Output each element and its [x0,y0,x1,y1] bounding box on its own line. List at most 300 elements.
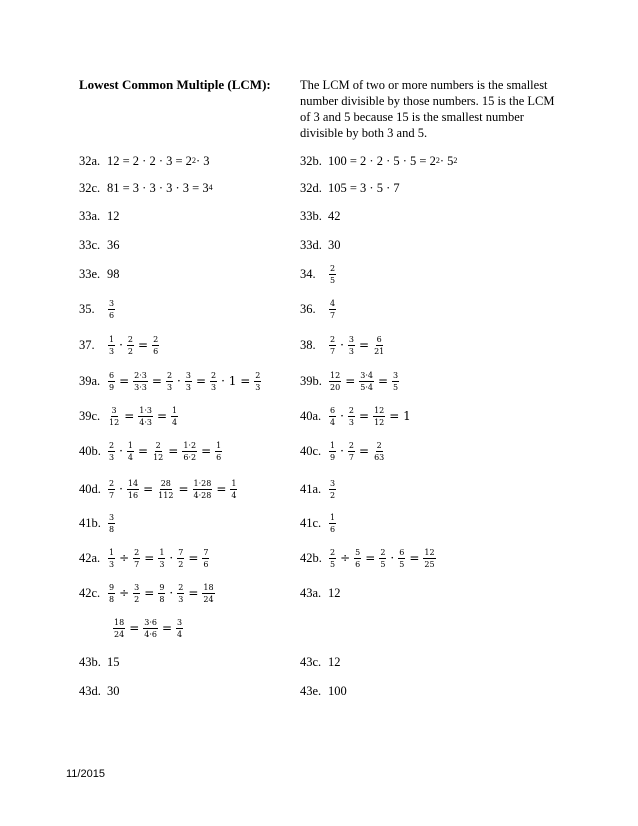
problem-number: 41b. [79,515,101,530]
numerator: 14 [127,478,139,488]
operator: = [143,482,154,496]
fraction [108,513,115,534]
problem-number: 40c. [300,443,322,458]
denominator: 6 [330,524,336,534]
denominator: 7 [348,452,355,462]
denominator: 4·28 [193,490,212,500]
denominator: 9 [109,382,115,392]
expression-text: 30 [328,237,341,252]
operator: = [188,586,199,600]
fraction [108,299,115,320]
fraction [138,406,153,427]
fraction [329,441,336,462]
expression-text: 15 [107,654,120,669]
denominator: 5·4 [360,382,373,392]
fraction [108,406,120,427]
numerator: 6 [399,547,405,557]
answer-row [0,299,638,319]
denominator: 112 [158,490,174,500]
expression-text: 12 = 2 · 2 · 3 = 2 [107,153,192,168]
expression-text: · 3 [195,153,210,168]
operator: = [178,482,189,496]
fraction [359,371,374,392]
answer-43b [79,652,120,672]
numerator: 1 [159,547,165,557]
denominator: 21 [374,346,385,356]
denominator: 25 [424,559,435,569]
fraction [329,299,336,320]
denominator: 6 [355,559,361,569]
problem-number: 32b. [300,153,322,168]
answer-row [0,264,638,284]
fraction [133,371,148,392]
numerator: 6 [109,370,115,380]
numerator: 1 [109,547,115,557]
denominator: 4 [127,452,134,462]
operator: = [216,482,227,496]
operator: = [138,338,149,352]
answer-37 [79,335,160,355]
fraction [193,479,213,500]
operator: = [377,374,389,388]
denominator: 2 [330,490,336,500]
fraction [176,618,183,639]
answer-41b [79,513,116,533]
denominator: 4·6 [144,629,157,639]
answer-row [0,335,638,355]
fraction [108,583,115,604]
numerator: 7 [203,547,209,557]
answer-43c [300,652,341,672]
numerator: 12 [330,370,341,380]
answer-42b [300,548,437,568]
fraction [127,441,134,462]
operator: = [138,444,149,458]
fraction [348,406,355,427]
operator: ÷ [119,551,130,565]
answer-39a [79,371,262,391]
numerator: 3 [111,405,117,415]
problem-number: 40d. [79,481,101,496]
fraction [210,371,217,392]
problem-number: 43d. [79,683,101,698]
denominator: 7 [330,310,336,320]
operator: = 1 [389,409,411,423]
fraction [108,441,115,462]
operator: · [119,338,123,352]
denominator: 8 [159,594,165,604]
numerator: 5 [355,547,361,557]
denominator: 6 [109,310,115,320]
expression-text: 81 = 3 · 3 · 3 · 3 = 3 [107,180,209,195]
problem-number: 34. [300,266,316,281]
operator: = [151,374,162,388]
fraction [152,335,159,356]
denominator: 16 [127,490,139,500]
numerator: 3 [177,617,183,627]
operator: = [188,551,199,565]
fraction [158,583,165,604]
answer-34 [300,264,337,284]
numerator: 9 [159,582,165,592]
numerator: 2 [155,440,161,450]
denominator: 8 [109,594,115,604]
operator: = [129,621,140,635]
numerator: 3 [393,370,399,380]
fraction [202,548,209,569]
denominator: 3 [255,382,261,392]
denominator: 4·3 [139,417,152,427]
problem-number: 37. [79,337,95,352]
operator: · 1 = [221,374,251,388]
fraction [157,479,174,500]
operator: · [340,444,344,458]
answer-row [0,583,638,603]
operator: = [409,551,420,565]
problem-number: 32a. [79,153,101,168]
problem-number: 38. [300,337,316,352]
fraction [177,548,184,569]
problem-number: 43a. [300,585,322,600]
section-title: Lowest Common Multiple (LCM): [79,77,271,92]
operator: · [119,482,123,496]
numerator: 2 [178,582,184,592]
problem-number: 33a. [79,208,101,223]
denominator: 3 [185,382,191,392]
problem-number: 33b. [300,208,322,223]
expression-text: 12 [328,585,341,600]
operator: = [161,621,173,635]
operator: · [119,444,123,458]
answer-41c [300,513,337,533]
fraction [202,583,214,604]
fraction [171,406,178,427]
fraction [329,371,341,392]
problem-number: 43b. [79,654,101,669]
numerator: 2 [211,370,217,380]
operator: · [169,586,174,600]
numerator: 18 [203,582,214,592]
problem-number: 39c. [79,408,101,423]
denominator: 6·2 [183,452,197,462]
numerator: 3 [134,582,140,592]
operator: = [124,409,135,423]
fraction [392,371,399,392]
answer-row [0,652,638,672]
numerator: 3 [185,370,191,380]
fraction [127,479,139,500]
problem-number: 42a. [79,550,101,565]
numerator: 2 [109,440,115,450]
numerator: 12 [424,547,435,557]
problem-number: 33c. [79,237,101,252]
problem-number: 42c. [79,585,101,600]
answer-row [0,681,638,701]
numerator: 9 [109,582,115,592]
fraction [185,371,192,392]
answer-39b [300,371,400,391]
operator: = [144,586,155,600]
answer-row [0,479,638,499]
expression-text: 98 [107,266,120,281]
numerator: 3 [109,512,115,522]
problem-number: 33d. [300,237,322,252]
numerator: 18 [114,617,125,627]
denominator: 7 [330,346,336,356]
answer-continuation [112,618,184,638]
problem-number: 36. [300,301,316,316]
numerator: 1 [330,440,336,450]
operator: = [359,409,370,423]
numerator: 1 [109,334,115,344]
answer-32b: 32b. 100 = 2 · 2 · 5 · 5 = 2 2 · 5 2 [300,153,458,168]
answer-row [0,441,638,461]
numerator: 3·6 [144,617,157,627]
fraction [108,371,115,392]
fraction [398,548,405,569]
expression-text: 105 = 3 · 5 · 7 [328,180,400,195]
operator: ÷ [340,551,351,565]
problem-number: 41c. [300,515,322,530]
denominator: 3 [348,417,355,427]
numerator: 7 [178,547,184,557]
fraction [215,441,222,462]
denominator: 6 [153,346,159,356]
numerator: 2 [109,478,115,488]
numerator: 1·28 [193,478,212,488]
operator: · [169,551,174,565]
numerator: 1·3 [139,405,152,415]
fraction [348,441,355,462]
numerator: 1 [172,405,178,415]
numerator: 2 [330,263,336,273]
fraction [329,479,336,500]
expression-text: 12 [328,654,341,669]
answer-42c [79,583,216,603]
fraction [158,548,165,569]
problem-number: 42b. [300,550,322,565]
fraction [108,479,115,500]
expression-text: · 5 [439,153,454,168]
denominator: 6 [203,559,209,569]
problem-number: 32c. [79,180,101,195]
answer-row [0,548,638,568]
numerator: 2 [153,334,159,344]
numerator: 2 [330,547,336,557]
expression-text: 36 [107,237,120,252]
expression-text: 42 [328,208,341,223]
denominator: 3 [109,452,115,462]
fraction [329,513,336,534]
answer-row [0,513,638,533]
answer-43a [300,583,341,603]
operator: = [345,374,356,388]
footer-date: 11/2015 [66,768,105,780]
numerator: 2·3 [134,370,147,380]
problem-number: 35. [79,301,95,316]
answer-row [0,406,638,426]
answer-43d [79,681,120,701]
problem-number: 40a. [300,408,322,423]
answer-36 [300,299,337,319]
answer-row [0,618,638,638]
denominator: 9 [330,452,336,462]
denominator: 7 [109,490,115,500]
operator: = [359,444,370,458]
numerator: 1 [216,440,222,450]
answer-33b [300,206,341,226]
fraction [108,548,115,569]
numerator: 12 [374,405,385,415]
denominator: 7 [134,559,140,569]
numerator: 2 [166,370,173,380]
denominator: 2 [134,594,140,604]
answer-38 [300,335,386,355]
denominator: 5 [330,559,336,569]
denominator: 20 [330,382,341,392]
operator: = [201,444,212,458]
fraction [329,406,336,427]
answer-43e [300,681,347,701]
numerator: 3 [109,298,115,308]
expression-text: 30 [107,683,120,698]
problem-number: 39b. [300,373,322,388]
numerator: 2 [348,405,355,415]
fraction [113,618,125,639]
operator: · [340,409,344,423]
problem-number: 39a. [79,373,101,388]
fraction [108,335,115,356]
operator: = [195,374,207,388]
answer-41a [300,479,337,499]
numerator: 3·4 [360,370,373,380]
numerator: 2 [330,334,336,344]
fraction [166,371,173,392]
numerator: 1 [330,512,336,522]
denominator: 3 [166,382,173,392]
denominator: 24 [114,629,125,639]
denominator: 4 [172,417,178,427]
denominator: 3·3 [134,382,147,392]
answer-39c [79,406,179,426]
numerator: 1 [127,440,134,450]
expression-text: 100 = 2 · 2 · 5 · 5 = 2 [328,153,436,168]
denominator: 6 [216,452,222,462]
denominator: 4 [330,417,336,427]
lcm-definition: The LCM of two or more numbers is the smallest number divisible by those numbers. 15 is the LCM of 3 and 5 because 15 is the smallest number divisible by both 3 and 5. [300,78,555,140]
numerator: 3 [330,478,336,488]
answer-row [0,151,638,171]
fraction [348,335,355,356]
operator: = [119,374,130,388]
denominator: 2 [178,559,184,569]
fraction [373,335,385,356]
answer-32c: 32c. 81 = 3 · 3 · 3 · 3 = 3 4 [79,180,213,195]
answer-32a: 32a. 12 = 2 · 2 · 3 = 2 2 · 3 [79,153,210,168]
fraction [133,583,140,604]
numerator: 6 [330,405,336,415]
denominator: 12 [109,417,120,427]
denominator: 5 [380,559,386,569]
operator: = [359,338,370,352]
fraction [152,441,164,462]
answer-33a [79,206,120,226]
numerator: 28 [160,478,171,488]
denominator: 63 [374,452,385,462]
problem-number: 32d. [300,180,322,195]
fraction [143,618,158,639]
denominator: 4 [231,490,237,500]
numerator: 4 [330,298,336,308]
numerator: 2 [348,440,355,450]
operator: = [168,444,179,458]
numerator: 1 [231,478,237,488]
numerator: 2 [380,547,386,557]
expression-text: 12 [107,208,120,223]
operator: = [156,409,168,423]
answer-32d [300,178,400,198]
numerator: 2 [127,334,134,344]
operator: ÷ [119,586,130,600]
fraction [329,335,336,356]
answer-35 [79,299,116,319]
operator: · [177,374,181,388]
fraction [329,548,336,569]
numerator: 2 [255,370,261,380]
operator: · [390,551,395,565]
denominator: 3 [159,559,165,569]
fraction [182,441,197,462]
denominator: 3 [109,346,115,356]
operator: = [365,551,376,565]
problem-number: 43e. [300,683,322,698]
answer-40b [79,441,223,461]
denominator: 5 [330,275,336,285]
fraction [230,479,237,500]
fraction [354,548,361,569]
fraction [254,371,261,392]
fraction [133,548,140,569]
denominator: 24 [203,594,214,604]
denominator: 8 [109,524,115,534]
answer-33e [79,264,120,284]
answer-row [0,206,638,226]
answer-42a [79,548,210,568]
fraction [379,548,386,569]
answer-40d [79,479,238,499]
numerator: 3 [348,334,355,344]
denominator: 4 [177,629,183,639]
expression-text: 100 [328,683,347,698]
answer-33c [79,235,120,255]
problem-number: 33e. [79,266,101,281]
fraction [423,548,435,569]
denominator: 3 [211,382,217,392]
denominator: 3 [178,594,184,604]
numerator: 2 [134,547,140,557]
operator: = [144,551,155,565]
numerator: 2 [376,440,382,450]
fraction [373,441,385,462]
numerator: 1·2 [183,440,197,450]
answer-33d [300,235,341,255]
answer-row [0,178,638,198]
fraction [329,264,336,285]
denominator: 12 [374,417,385,427]
problem-number: 40b. [79,443,101,458]
denominator: 2 [127,346,134,356]
answer-40a [300,406,414,426]
